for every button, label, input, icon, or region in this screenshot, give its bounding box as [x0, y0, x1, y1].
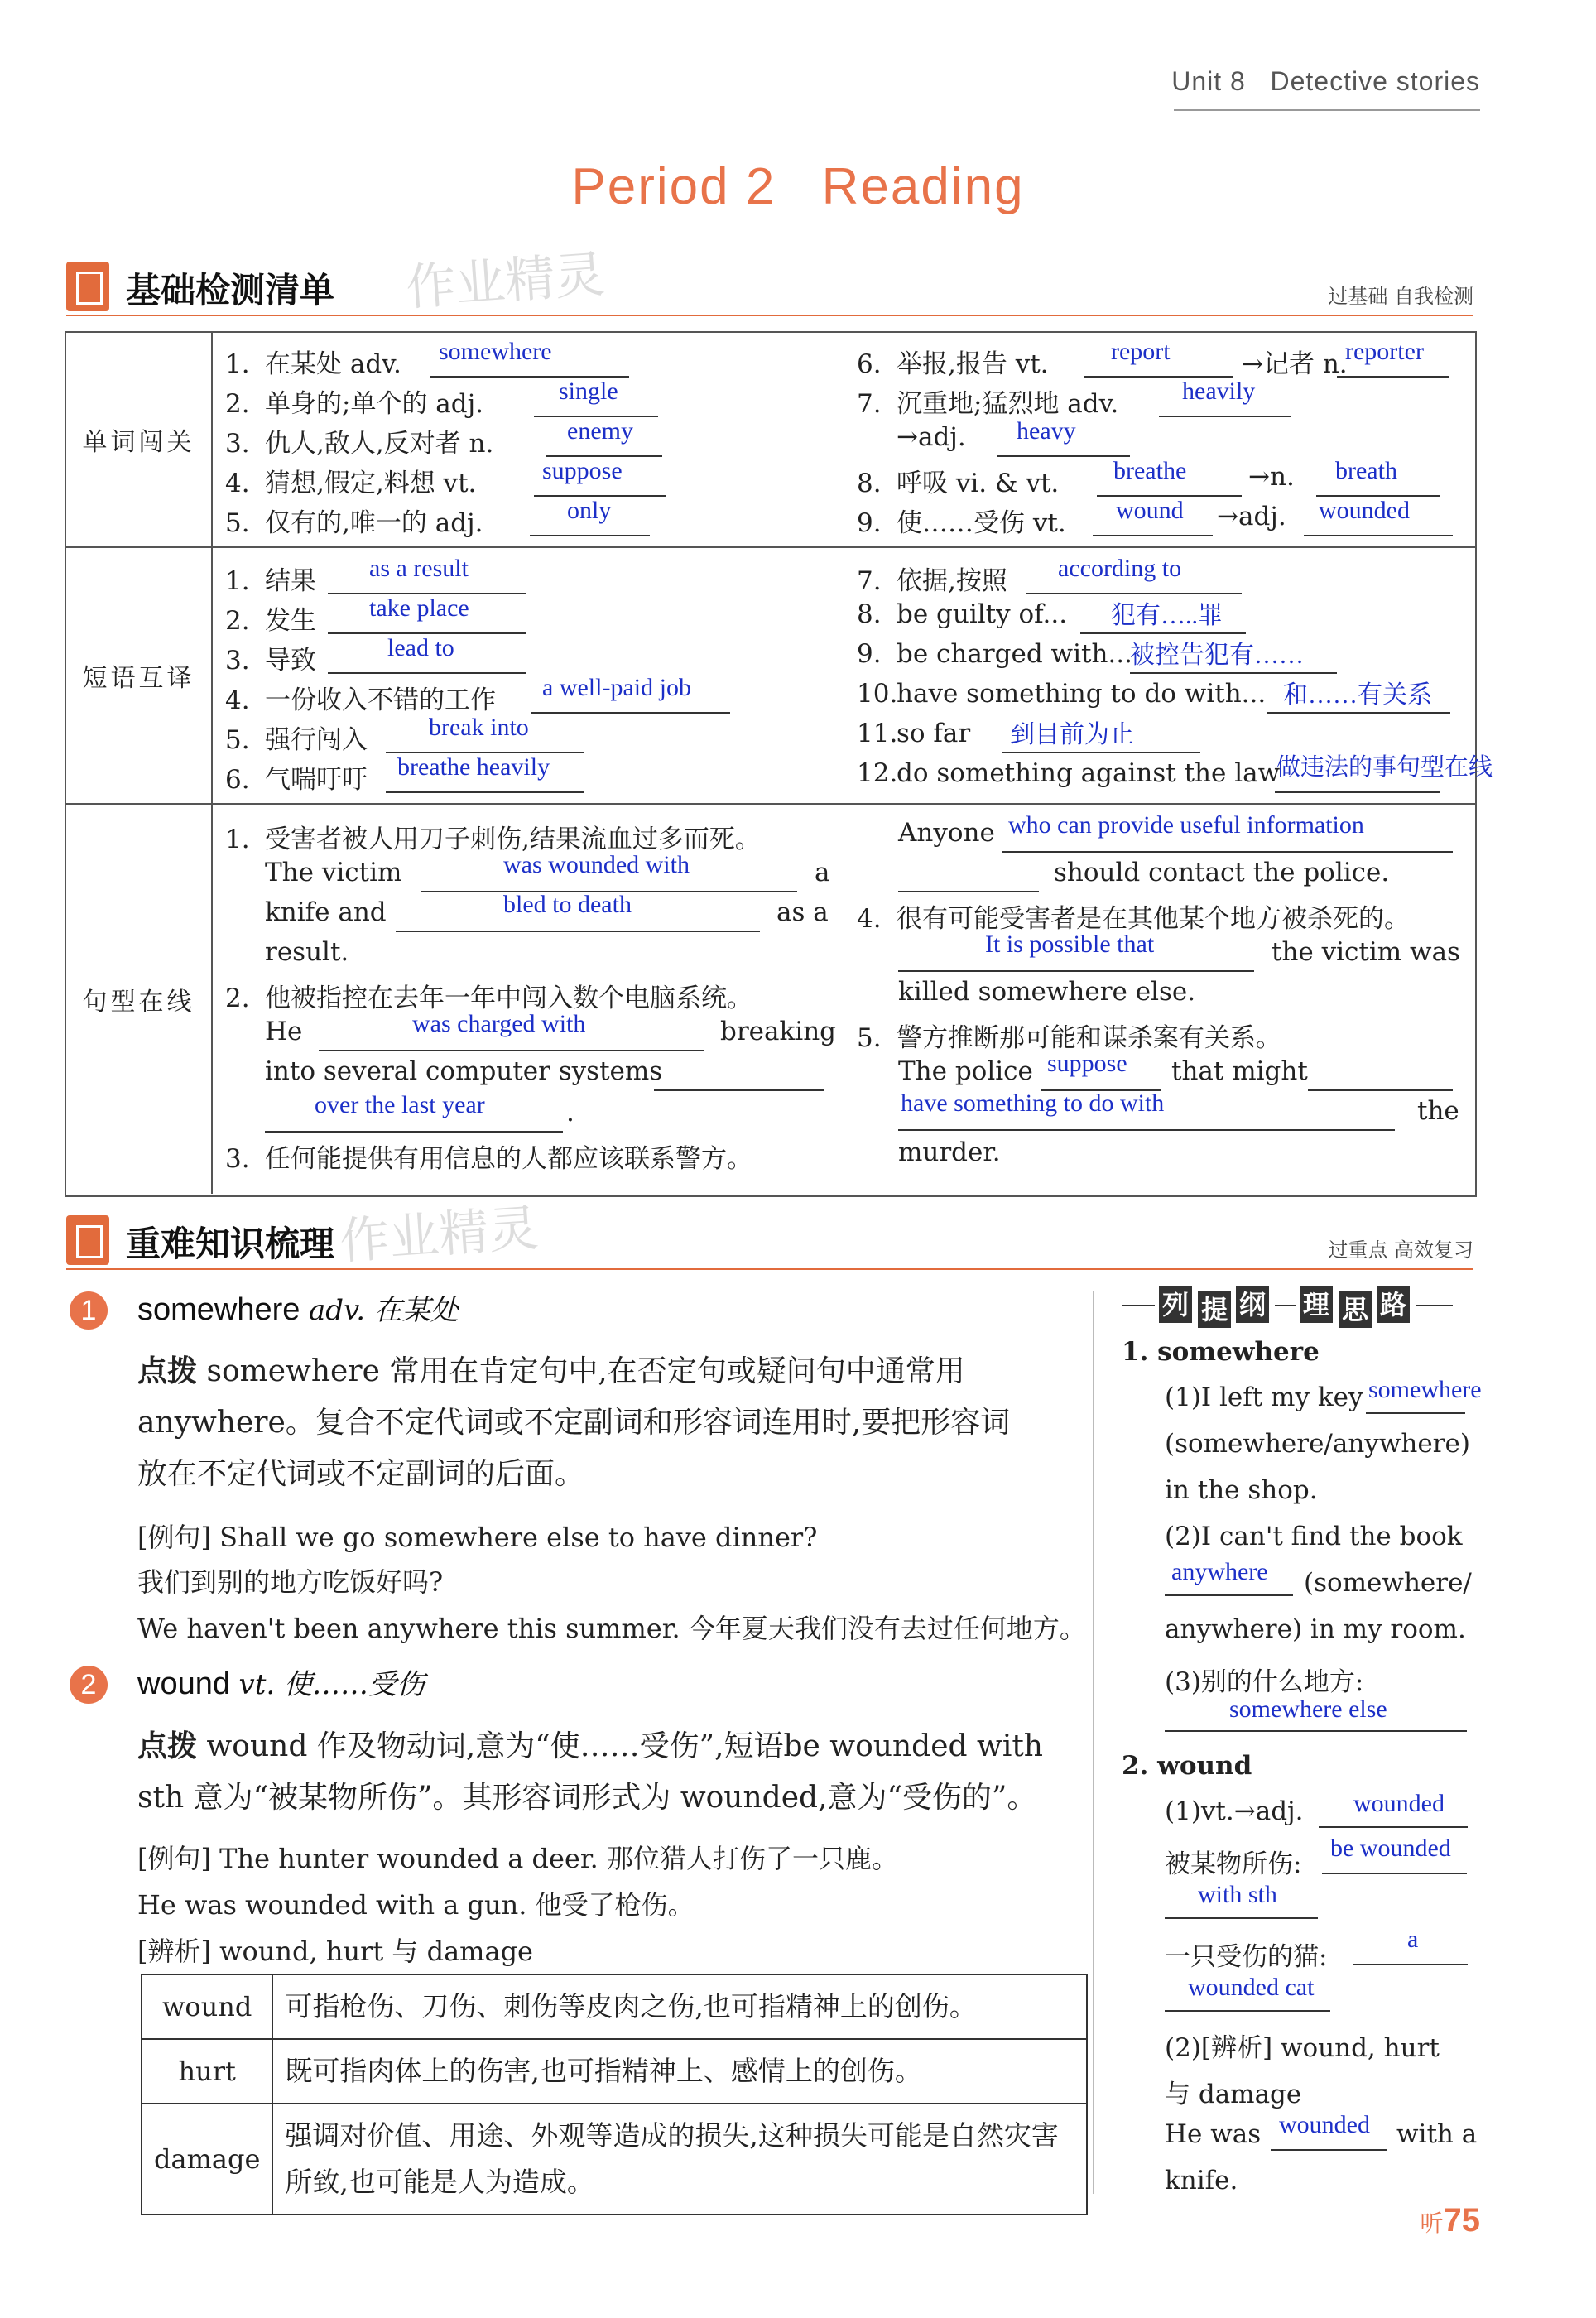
answer: 到目前为止 — [1010, 721, 1134, 748]
phrase-item: 5. 强行闯入 — [225, 725, 368, 755]
outline-text: 被某物所伤: — [1165, 1849, 1302, 1879]
answer: wounded — [1319, 497, 1410, 524]
section-icon — [66, 1215, 109, 1265]
sentence-item: 1. 受害者被人用刀子刺伤,结果流血过多而死。 — [225, 825, 761, 854]
answer-blank[interactable] — [1165, 1917, 1318, 1919]
answer-blank[interactable] — [328, 672, 526, 674]
answer-blank[interactable] — [1319, 1826, 1468, 1828]
outline-text: (3)别的什么地方: — [1165, 1667, 1364, 1697]
tip-paragraph: 点拨 somewhere 常用在肯定句中,在否定句或疑问句中通常用 anywhere。复合不定代词或不定副词和形容词连用时,要把形容词 放在不定代词或不定副词的后面。 — [137, 1354, 1011, 1491]
vocab-item: 4. 猜想,假定,料想 vt. — [225, 469, 477, 498]
outline-text: 与 damage — [1165, 2080, 1302, 2109]
answer: heavily — [1182, 378, 1256, 405]
answer: over the last year — [315, 1091, 485, 1118]
row-divider — [66, 546, 1475, 548]
sentence-text: The police — [898, 1056, 1033, 1086]
sentence-text: that might — [1171, 1056, 1308, 1086]
section-key-points — [66, 1199, 1473, 1272]
phrase-item: 9. be charged with... — [857, 639, 1132, 669]
answer-blank[interactable] — [1322, 1873, 1467, 1874]
table-key: damage — [142, 2104, 272, 2215]
header-rule — [1174, 109, 1480, 111]
answer: It is possible that — [985, 931, 1155, 958]
answer-blank[interactable] — [1267, 712, 1450, 714]
outline-text: anywhere) in my room. — [1165, 1614, 1466, 1644]
basic-check-table — [65, 331, 1493, 1197]
sentence-text: the — [1417, 1096, 1459, 1126]
vocab-text: →记者 n. — [1242, 349, 1348, 379]
watermark: 作业精灵 — [404, 245, 607, 318]
answer: heavy — [1017, 417, 1076, 445]
answer-blank[interactable] — [1271, 2149, 1387, 2151]
example-2: We haven't been anywhere this summer. 今年夏天我们没有去过任何地方。 — [137, 1613, 1086, 1644]
answer-blank[interactable] — [386, 791, 584, 793]
outline-text: in the shop. — [1165, 1475, 1318, 1505]
answer: according to — [1058, 555, 1182, 582]
answer-blank[interactable] — [898, 970, 1254, 972]
vocab-label: 单词闯关 — [66, 333, 213, 546]
sentence-text: Anyone — [898, 818, 995, 848]
answer-blank[interactable] — [531, 712, 730, 714]
point-word: somewhere adv. 在某处 — [137, 1292, 459, 1327]
answer: enemy — [567, 417, 633, 445]
sentence-text: a — [815, 858, 830, 887]
unit-number: Unit 8 — [1171, 66, 1246, 96]
sentence-item: 2. 他被指控在去年一年中闯入数个电脑系统。 — [225, 983, 752, 1013]
answer: 犯有…..罪 — [1111, 602, 1223, 629]
answer-blank[interactable] — [997, 455, 1130, 457]
answer: take place — [369, 594, 469, 622]
answer-blank[interactable] — [1159, 416, 1291, 417]
outline-text: 一只受伤的猫: — [1165, 1942, 1328, 1972]
vocab-text: →n. — [1248, 462, 1295, 492]
table-row — [142, 2104, 1087, 2215]
sentence-item: 3. 任何能提供有用信息的人都应该联系警方。 — [225, 1144, 752, 1174]
outline-text: He was — [1165, 2119, 1262, 2149]
answer: somewhere — [439, 338, 552, 365]
point-number: 1 — [70, 1291, 108, 1330]
answer: anywhere — [1171, 1558, 1268, 1585]
phrase-item: 11.so far — [857, 719, 971, 748]
column-divider — [1093, 1291, 1094, 2194]
phrase-item: 2. 发生 — [225, 606, 316, 636]
answer: 做违法的事句型在线 — [1276, 754, 1493, 781]
example-2: He was wounded with a gun. 他受了枪伤。 — [137, 1889, 695, 1921]
unit-header — [1171, 66, 1480, 97]
sentence-text: should contact the police. — [1054, 858, 1390, 887]
table-row — [142, 1974, 1087, 2039]
answer-blank[interactable] — [1304, 535, 1453, 536]
answer-blank[interactable] — [1165, 2010, 1330, 2012]
answer: 和……有关系 — [1283, 681, 1432, 709]
answer-blank[interactable] — [396, 931, 760, 932]
answer: a — [1407, 1926, 1419, 1953]
answer-blank[interactable] — [1275, 791, 1440, 793]
answer-blank[interactable] — [898, 891, 1039, 892]
answer-blank[interactable] — [1002, 752, 1200, 753]
section-icon — [66, 262, 109, 311]
answer: as a result — [369, 555, 469, 582]
table-key: hurt — [142, 2039, 272, 2104]
table-value: 强调对价值、用途、外观等造成的损失,这种损失可能是自然灾害所致,也可能是人为造成。 — [272, 2104, 1087, 2215]
compare-heading: [辨析] wound, hurt 与 damage — [137, 1936, 533, 1967]
example-1-cn: 我们到别的地方吃饭好吗? — [137, 1566, 444, 1598]
table-value: 既可指肉体上的伤害,也可指精神上、感情上的创伤。 — [272, 2039, 1087, 2104]
answer: wound — [1116, 497, 1184, 524]
answer: suppose — [542, 457, 623, 484]
answer: breathe heavily — [397, 753, 550, 781]
answer: report — [1111, 338, 1171, 365]
sentence-text: the victim was — [1272, 937, 1460, 967]
unit-topic: Detective stories — [1270, 66, 1480, 96]
answer-blank[interactable] — [1165, 1730, 1467, 1732]
outline-text: with a — [1396, 2119, 1478, 2149]
answer: was wounded with — [503, 851, 690, 878]
point-word: wound vt. 使……受伤 — [137, 1666, 425, 1701]
table-value: 可指枪伤、刀伤、刺伤等皮肉之伤,也可指精神上的创伤。 — [272, 1974, 1087, 2039]
page-number: 听75 — [1420, 2202, 1480, 2239]
period-name: Reading — [821, 158, 1025, 215]
answer: wounded — [1279, 2111, 1370, 2138]
sentence-text: result. — [265, 937, 349, 967]
point-number: 2 — [70, 1666, 108, 1704]
answer: suppose — [1047, 1050, 1127, 1077]
tip-label: 点拨 — [137, 1729, 198, 1763]
answer: break into — [429, 714, 529, 741]
answer-blank[interactable] — [265, 1131, 563, 1133]
phrase-item: 6. 气喘吁吁 — [225, 765, 368, 795]
phrase-item: 3. 导致 — [225, 646, 316, 676]
vocab-text: →adj. — [897, 422, 966, 452]
outline-item: 1. somewhere — [1122, 1337, 1320, 1367]
watermark: 作业精灵 — [338, 1199, 541, 1272]
sidebar-heading: 列 提 纲 理 思 路 — [1105, 1283, 1478, 1326]
sentence-text: The victim — [265, 858, 402, 887]
vocab-item: 7. 沉重地;猛烈地 adv. — [857, 389, 1119, 419]
row-divider — [66, 803, 1475, 805]
answer-blank[interactable] — [654, 1089, 824, 1091]
vocab-item: 5. 仅有的,唯一的 adj. — [225, 508, 483, 538]
answer: was charged with — [412, 1010, 586, 1037]
answer: who can provide useful information — [1008, 811, 1364, 839]
answer: 被控告犯有…… — [1130, 642, 1304, 669]
vocab-item: 2. 单身的;单个的 adj. — [225, 389, 484, 419]
vocab-item: 6. 举报,报告 vt. — [857, 349, 1049, 379]
section-title: 基础检测清单 — [126, 270, 335, 310]
sentence-text: into several computer systems — [265, 1056, 663, 1086]
answer: somewhere — [1368, 1376, 1482, 1403]
answer-blank[interactable] — [1353, 1964, 1468, 1965]
phrase-item: 12.do something against the law — [857, 758, 1281, 788]
outline-text: (2)[辨析] wound, hurt — [1165, 2033, 1440, 2063]
sentence-text: breaking — [720, 1017, 836, 1046]
section-basic-check — [66, 245, 1473, 318]
answer-blank[interactable] — [1093, 535, 1213, 536]
answer: somewhere else — [1229, 1695, 1387, 1723]
section-title: 重难知识梳理 — [126, 1224, 335, 1264]
sentence-text: killed somewhere else. — [898, 977, 1196, 1007]
answer-blank[interactable] — [898, 1129, 1395, 1131]
outline-text: (1)vt.→adj. — [1165, 1796, 1304, 1826]
answer: lead to — [387, 634, 454, 661]
outline-text: (somewhere/ — [1304, 1568, 1472, 1598]
example-1: [例句] The hunter wounded a deer. 那位猎人打伤了一只鹿。 — [137, 1843, 899, 1874]
table-key: wound — [142, 1974, 272, 2039]
page-title — [0, 157, 1596, 216]
phrase-item: 4. 一份收入不错的工作 — [225, 685, 496, 715]
answer-blank[interactable] — [530, 535, 650, 536]
answer: a well-paid job — [542, 674, 691, 701]
example-1: [例句] Shall we go somewhere else to have dinner? — [137, 1522, 818, 1553]
answer-blank[interactable] — [1165, 1594, 1293, 1596]
answer: single — [559, 378, 618, 405]
sentence-label: 句型在线 — [66, 805, 213, 1194]
answer: breath — [1335, 457, 1397, 484]
tip-label: 点拨 — [137, 1354, 198, 1388]
answer: with sth — [1198, 1881, 1277, 1908]
vocab-item: 3. 仇人,敌人,反对者 n. — [225, 429, 494, 459]
table-row — [142, 2039, 1087, 2104]
outline-text: (1)I left my key — [1165, 1383, 1363, 1412]
sentence-item: 5. 警方推断那可能和谋杀案有关系。 — [857, 1023, 1281, 1053]
vocab-item: 8. 呼吸 vi. & vt. — [857, 469, 1060, 498]
vocab-item: 9. 使……受伤 vt. — [857, 508, 1066, 538]
phrase-label: 短语互译 — [66, 548, 213, 803]
compare-table — [141, 1974, 1088, 2215]
sentence-item: 4. 很有可能受害者是在其他某个地方被杀死的。 — [857, 904, 1410, 934]
answer-blank[interactable] — [1366, 1412, 1465, 1414]
phrase-item: 8. be guilty of... — [857, 599, 1068, 629]
answer-blank[interactable] — [319, 1050, 704, 1051]
answer: wounded cat — [1188, 1974, 1315, 2001]
outline-text: (somewhere/anywhere) — [1165, 1429, 1470, 1459]
sentence-text: knife and — [265, 897, 387, 927]
answer: breathe — [1113, 457, 1187, 484]
answer: reporter — [1345, 338, 1424, 365]
outline-item: 2. wound — [1122, 1751, 1252, 1781]
sentence-text: . — [566, 1098, 574, 1128]
answer-blank[interactable] — [1308, 1089, 1453, 1091]
phrase-item: 7. 依据,按照 — [857, 566, 1007, 596]
sentence-text: murder. — [898, 1137, 1001, 1167]
section-subtitle: 过重点 高效复习 — [1328, 1238, 1473, 1262]
phrase-item: 10.have something to do with... — [857, 679, 1267, 709]
tip-paragraph: 点拨 wound 作及物动词,意为“使……受伤”,短语be wounded with sth 意为“被某物所伤”。其形容词形式为 wounded,意为“受伤的”。 — [137, 1729, 1043, 1815]
section-subtitle: 过基础 自我检测 — [1328, 285, 1473, 308]
answer: bled to death — [503, 891, 632, 918]
sentence-text: He — [265, 1017, 303, 1046]
answer: wounded — [1353, 1790, 1445, 1817]
vocab-item: 1. 在某处 adv. — [225, 349, 401, 379]
outline-text: knife. — [1165, 2166, 1238, 2195]
period-label: Period 2 — [571, 158, 776, 215]
answer: only — [567, 497, 612, 524]
answer-blank[interactable] — [1337, 376, 1449, 378]
answer-blank[interactable] — [1002, 851, 1453, 853]
answer: be wounded — [1330, 1835, 1451, 1862]
phrase-item: 1. 结果 — [225, 566, 316, 596]
answer: have something to do with — [901, 1089, 1165, 1117]
outline-text: (2)I can't find the book — [1165, 1522, 1463, 1551]
sentence-text: as a — [776, 897, 829, 927]
vocab-text: →adj. — [1217, 502, 1286, 531]
